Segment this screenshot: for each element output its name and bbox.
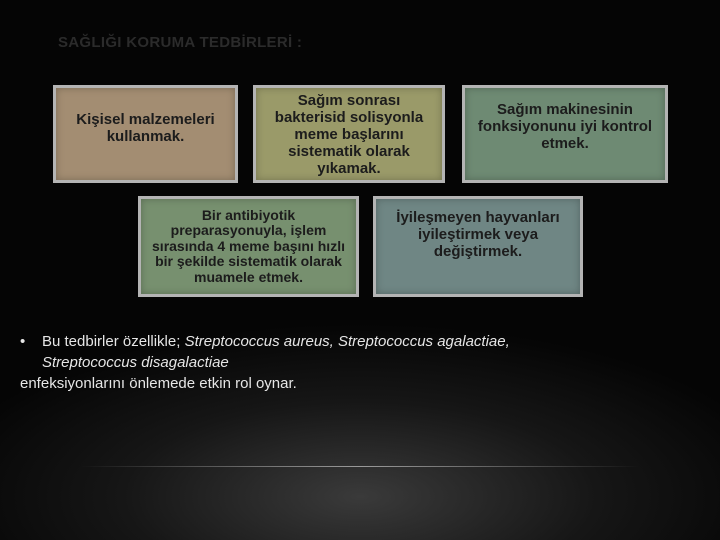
slide-title: SAĞLIĞI KORUMA TEDBİRLERİ : <box>58 34 303 51</box>
measure-box-text: Kişisel malzemeleri kullanmak. <box>76 111 215 145</box>
organism-names-line2-row <box>20 352 700 373</box>
measure-box-text: İyileşmeyen hayvanları iyileştirmek veya değiştirmek. <box>396 209 560 260</box>
body-paragraph <box>20 331 700 394</box>
measure-box-antibiotic-treatment <box>138 196 359 297</box>
paragraph-ending: enfeksiyonlarını önlemede etkin rol oynar. <box>20 375 297 392</box>
measure-box-text: Sağım sonrası bakterisid solisyonla meme başlarını sistematik olarak yıkamak. <box>274 91 424 177</box>
measure-box-personal-equipment <box>53 85 238 183</box>
bullet-icon: • <box>20 333 26 350</box>
measure-box-text: Sağım makinesinin fonksiyonunu iyi kontrol etmek. <box>477 100 653 152</box>
measure-box-text: Bir antibiyotik preparasyonuyla, işlem sırasında 4 meme başını hızlı bir şekilde sistematik olarak muamele etmek. <box>152 206 345 285</box>
decorative-floor-line <box>80 466 640 467</box>
organism-names-line1: Streptococcus aureus, Streptococcus agalactiae, <box>184 333 510 350</box>
organism-names-line2: Streptococcus disagalactiae <box>42 354 229 371</box>
measure-box-teat-disinfection <box>253 85 445 183</box>
bullet-line <box>20 331 700 352</box>
measure-box-milking-machine <box>462 85 668 183</box>
measure-box-replace-animals <box>373 196 583 297</box>
paragraph-intro: Bu tedbirler özellikle; <box>42 333 185 350</box>
